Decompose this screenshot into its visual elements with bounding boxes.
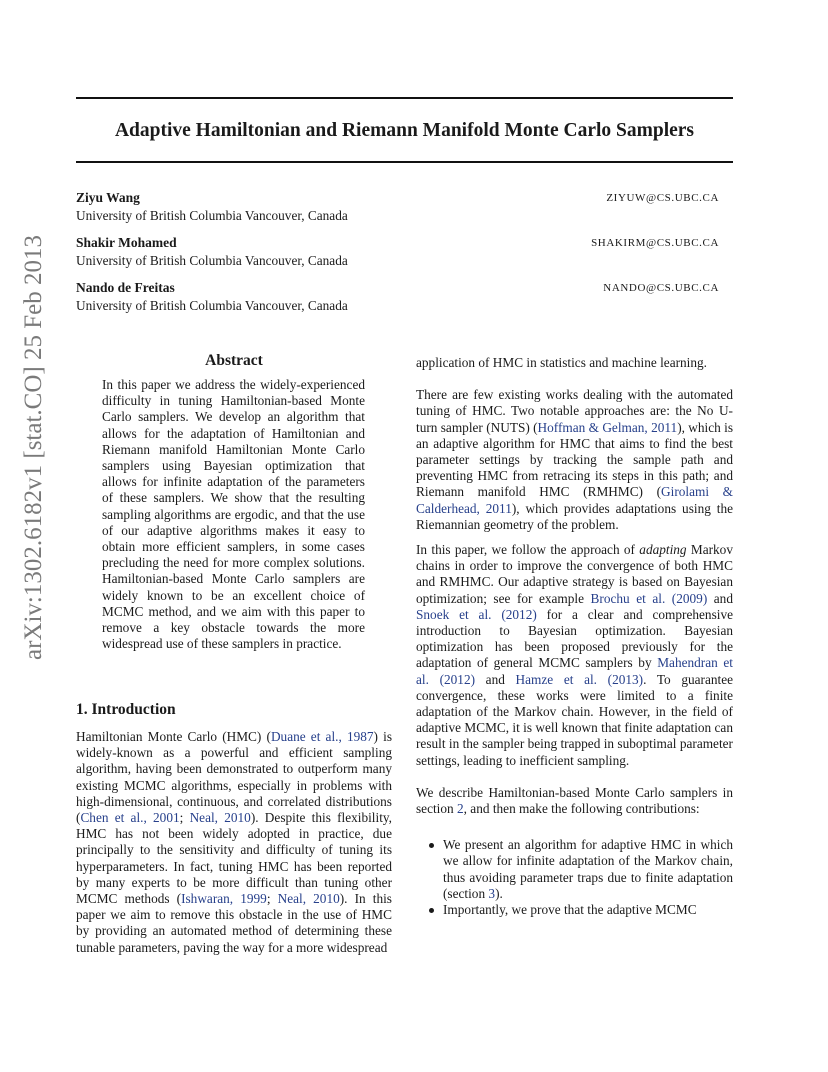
- related-work-paragraph: There are few existing works dealing with the automated tuning of HMC. Two notable approaches are: the No U-turn sampler (NUTS) (Hoffman & Gelman, 2011), which is an adaptive algorithm for HMC that aims to find the best parameter settings by tracking the sample path and preventing HMC from retracing its steps in this path; and Riemann manifold HMC (RMHMC) (Girolami & Calderhead, 2011), which provides adaptations using the Riemannian geometry of the problem.: [416, 387, 734, 532]
- author-email[interactable]: ZIYUW@CS.UBC.CA: [606, 192, 719, 204]
- top-rule: [76, 97, 733, 99]
- author-name: Nando de Freitas: [76, 280, 175, 295]
- section-heading-introduction: 1. Introduction: [76, 701, 176, 718]
- contributions-list: [416, 837, 733, 918]
- author-affiliation: University of British Columbia Vancouver, Canada: [76, 298, 348, 313]
- intro-paragraph: Hamiltonian Monte Carlo (HMC) (Duane et al., 1987) is widely-known as a powerful and efficient sampling algorithm, having been demonstrated to outperform many existing MCMC algorithms, especially in problems with high-dimensional, continuous, and correlated distributions (Chen et al., 2001; Neal, 2010). Despite this flexibility, HMC has not been widely adopted in practice, due principally to the sensitivity and difficulty of tuning its hyperparameters. In fact, tuning HMC has been reported by many experts to be more difficult than tuning other MCMC methods (Ishwaran, 1999; Neal, 2010). In this paper we aim to remove this obstacle in the use of HMC by providing an automated method of determining these tunable parameters, paving the way for a more widespread: [76, 729, 392, 955]
- citation-link[interactable]: Neal, 2010: [277, 891, 340, 907]
- author-email[interactable]: NANDO@CS.UBC.CA: [603, 282, 719, 294]
- section-link[interactable]: 2: [457, 801, 464, 817]
- list-item: We present an algorithm for adaptive HMC in which we allow for infinite adaptation of the Markov chain, thus avoiding parameter traps due to finite adaptation (section 3).: [416, 837, 733, 902]
- bullet-icon: [429, 908, 434, 913]
- abstract-text: In this paper we address the widely-experienced difficulty in tuning Hamiltonian-based Monte Carlo samplers. We develop an algorithm that allows for the adaptation of Hamiltonian and Riemann manifold Hamiltonian Monte Carlo samplers using Bayesian optimization that allows for infinite adaptation of the parameters of these samplers. We show that the resulting sampling algorithms are ergodic, and that the use of our adaptive algorithms makes it easy to obtain more efficient samplers, in some cases precluding the need for more complex solutions. Hamiltonian-based Monte Carlo samplers are widely known to be an excellent choice of MCMC method, and we aim with this paper to remove a key obstacle towards the more widespread use of these samplers in practice.: [102, 377, 365, 652]
- paper-title: Adaptive Hamiltonian and Riemann Manifold Monte Carlo Samplers: [114, 120, 695, 141]
- bullet-icon: [429, 843, 434, 848]
- citation-link[interactable]: Brochu et al. (2009): [590, 590, 708, 606]
- left-column-body: [76, 729, 392, 965]
- author-affiliation: University of British Columbia Vancouver, Canada: [76, 253, 348, 268]
- paragraph-continuation: application of HMC in statistics and machine learning.: [416, 355, 707, 370]
- arxiv-stamp: arXiv:1302.6182v1 [stat.CO] 25 Feb 2013: [20, 235, 47, 660]
- citation-link[interactable]: Neal, 2010: [189, 810, 251, 826]
- abstract-heading: Abstract: [205, 352, 263, 369]
- author-email[interactable]: SHAKIRM@CS.UBC.CA: [591, 237, 719, 249]
- citation-link[interactable]: Chen et al., 2001: [80, 810, 180, 826]
- contributions-paragraph: We describe Hamiltonian-based Monte Carlo samplers in section 2, and then make the following contributions:: [416, 784, 733, 817]
- author-block-2: [76, 234, 719, 270]
- author-affiliation: University of British Columbia Vancouver, Canada: [76, 208, 348, 223]
- section-link[interactable]: 3: [488, 885, 496, 901]
- author-name: Ziyu Wang: [76, 190, 140, 205]
- approach-paragraph: In this paper, we follow the approach of adapting Markov chains in order to improve the convergence of both HMC and RMHMC. Our adaptive strategy is based on Bayesian optimization; see for example Brochu et al. (2009) and Snoek et al. (2012) for a clear and comprehensive introduction to Bayesian optimization. Bayesian optimization has been proposed previously for the adaptation of general MCMC samplers by Mahendran et al. (2012) and Hamze et al. (2013). To guarantee convergence, these works were limited to a finite adaptation of the Markov chain. However, in the field of adaptive MCMC, it is well known that finite adaptation can result in the sampler being trapped in suboptimal parameter settings, leading to inefficient sampling.: [416, 542, 733, 768]
- right-column-body: [416, 355, 733, 918]
- citation-link[interactable]: Mahendran et al. (2012): [416, 655, 733, 687]
- title-bottom-rule: [76, 161, 733, 163]
- citation-link[interactable]: Snoek et al. (2012): [416, 606, 537, 622]
- list-item: Importantly, we prove that the adaptive MCMC: [416, 902, 733, 918]
- citation-link[interactable]: Ishwaran, 1999: [181, 891, 267, 907]
- citation-link[interactable]: Girolami & Calderhead, 2011: [416, 484, 733, 516]
- citation-link[interactable]: Hamze et al. (2013): [515, 671, 644, 687]
- author-block-1: [76, 189, 719, 225]
- citation-link[interactable]: Duane et al., 1987: [270, 729, 374, 744]
- author-block-3: [76, 279, 719, 315]
- author-name: Shakir Mohamed: [76, 235, 177, 250]
- citation-link[interactable]: Hoffman & Gelman, 2011: [537, 419, 678, 435]
